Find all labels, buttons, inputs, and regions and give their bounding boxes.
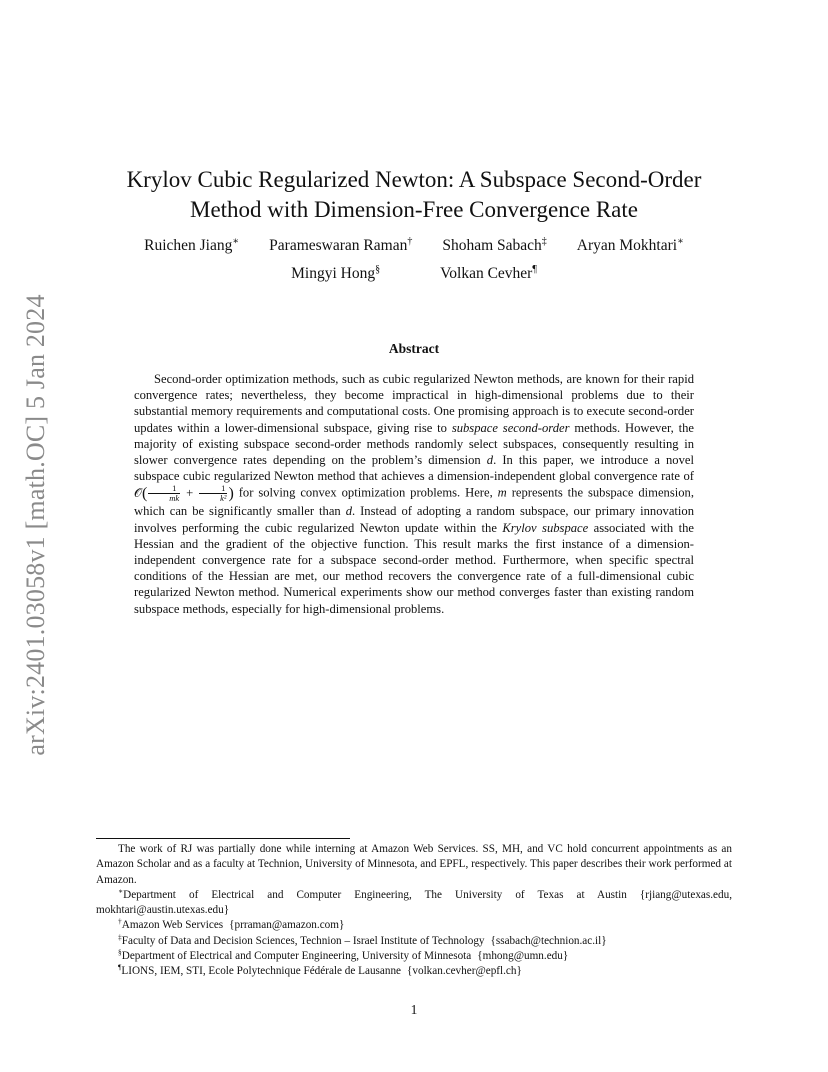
math-variable: d (345, 504, 352, 519)
author-affiliation-mark: † (407, 235, 413, 247)
footnote-mark: † (118, 916, 122, 926)
abstract-text: Second-order optimization methods, such as cubic regularized Newton methods, are known for their rapid convergence rates; nevertheless, they become impractical in high-dimensional problems due to their substantial memory requirements and computational costs. One promising approach is to execute second-order updates within a lower-dimensional subspace, giving rise to (134, 372, 694, 435)
footnote-text: Amazon Web Services (121, 919, 224, 932)
author-affiliation-mark: ¶ (532, 263, 537, 275)
paren: ( (141, 484, 148, 502)
author (440, 262, 537, 286)
author-name: Mingyi Hong (291, 265, 376, 282)
footnote-email: {mhong@umn.edu} (477, 950, 569, 963)
author (269, 234, 412, 258)
author-affiliation-mark: ∗ (677, 235, 684, 247)
fraction (199, 484, 227, 503)
author-affiliation-mark: ∗ (232, 235, 240, 247)
footnote-email: {volkan.cevher@epfl.ch} (407, 965, 522, 978)
footnote-mark: ∗ (118, 886, 124, 896)
fraction-numerator: 1 (199, 484, 227, 494)
author (291, 262, 380, 286)
author-affiliation-mark: § (375, 263, 381, 275)
author-affiliation-mark: ‡ (541, 235, 547, 247)
footnote-mark: § (118, 947, 122, 957)
arxiv-identifier-text: arXiv:2401.03058v1 [math.OC] 5 Jan 2024 (21, 294, 50, 756)
abstract-text: for solving convex optimization problems. Here, (233, 485, 498, 500)
math-variable: d (486, 453, 494, 468)
author-row-1 (0, 234, 828, 258)
author-name: Ruichen Jiang (144, 237, 233, 254)
author-name: Aryan Mokhtari (576, 237, 678, 254)
abstract-text: associated with the Hessian and the gradient of the objective function. This result marks the first instance of a dimension-independent convergence rate for a subspace second-order method. Furthermore, when specific spectral conditions of the Hessian are met, our method recovers the convergence rate of a full-dimensional cubic regularized Newton method. Numerical experiments show our method converges faster than existing random subspace methods, especially for high-dimensional problems. (134, 520, 694, 616)
author (144, 234, 239, 258)
footnote-mark: ‡ (118, 932, 122, 942)
paren: ) (228, 484, 234, 502)
fraction-denominator: k² (220, 493, 227, 504)
footnotes (96, 842, 732, 980)
plus-sign: + (186, 485, 194, 500)
paper-title (0, 165, 828, 225)
author-row-2 (0, 262, 828, 286)
footnote-affiliation (96, 964, 732, 979)
footnote-divider (96, 838, 350, 839)
author-name: Shoham Sabach (442, 237, 542, 254)
big-o-symbol: 𝒪 (134, 485, 142, 500)
page-number: 1 (410, 1002, 418, 1017)
footnote-affiliation (96, 934, 732, 949)
fraction (148, 484, 180, 503)
fraction-numerator: 1 (148, 484, 180, 494)
fraction-denominator: mk (169, 493, 180, 504)
footnote-text: LIONS, IEM, STI, Ecole Polytechnique Fédérale de Lausanne (121, 965, 402, 978)
footnote-text: Department of Electrical and Computer Engineering, University of Minnesota (121, 950, 472, 963)
footnote-affiliation (96, 949, 732, 964)
footnote-text: Faculty of Data and Decision Sciences, Technion – Israel Institute of Technology (121, 934, 485, 947)
abstract-text: . Instead of adopting a random subspace, our primary innovation involves performing the cubic regularized Newton update within the (134, 504, 694, 535)
math-variable: m (497, 485, 507, 500)
abstract-emphasis: Krylov subspace (502, 520, 589, 535)
abstract-text: represents the subspace dimension, which can be significantly smaller than (134, 485, 694, 519)
footnote-email: {prraman@amazon.com} (229, 919, 345, 932)
author (577, 234, 684, 258)
author-block (0, 234, 828, 286)
abstract-body (134, 371, 694, 617)
footnote-affiliation (96, 918, 732, 933)
footnote-funding: The work of RJ was partially done while interning at Amazon Web Services. SS, MH, and VC hold concurrent appointments as an Amazon Scholar and as a faculty at Technion, University of Minnesota, and EPFL, respectively. This paper describes their work performed at Amazon. (96, 843, 732, 886)
abstract-heading: Abstract (388, 341, 440, 356)
footnote-affiliation (96, 888, 732, 919)
author-name: Parameswaran Raman (269, 237, 408, 254)
footnote-mark: ¶ (118, 962, 122, 972)
title-line-1: Krylov Cubic Regularized Newton: A Subspace Second-Order (126, 167, 702, 193)
footnote-email: {ssabach@technion.ac.il} (490, 934, 607, 947)
abstract-paragraph (134, 371, 694, 617)
abstract-text: methods. However, the majority of existing subspace second-order methods randomly select subspaces, consequently resulting in slower convergence rates depending on the problem’s dimension (134, 420, 694, 468)
abstract-text: . In this paper, we introduce a novel subspace cubic regularized Newton method that achieves a dimension-independent global convergence rate of (134, 453, 694, 484)
title-line-2: Method with Dimension-Free Convergence Rate (190, 197, 638, 223)
author (442, 234, 546, 258)
abstract-emphasis: subspace second-order (451, 420, 570, 435)
rate-formula (134, 483, 234, 504)
footnote-text: Department of Electrical and Computer Engineering, The University of Texas at Austin {rjiang@utexas.edu, mokhtari@austin.utexas.edu} (96, 888, 732, 917)
author-name: Volkan Cevher (440, 265, 533, 282)
